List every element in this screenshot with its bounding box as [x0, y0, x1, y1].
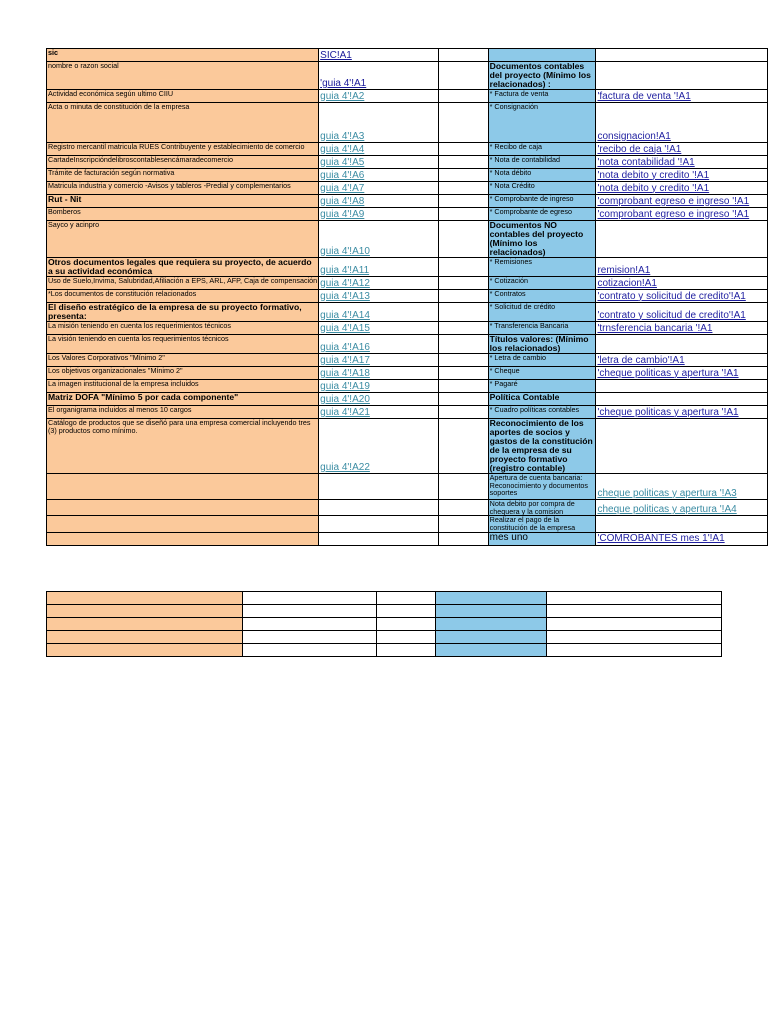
requirement-label: Matriz DOFA "Mínimo 5 por cada componente": [47, 393, 319, 406]
table-row: [47, 169, 768, 182]
empty-cell: [439, 335, 488, 354]
table-row: [47, 303, 768, 322]
table-row: [47, 277, 768, 290]
empty-cell: [439, 322, 488, 335]
document-section-header: Reconocimiento de los aportes de socios y gastos de la constitución de la empresa de su proyecto formativo (registro contable): [488, 419, 596, 474]
empty-cell: [439, 195, 488, 208]
empty-cell: [547, 605, 722, 618]
document-label: Realizar el pago de la constitución de la empresa: [488, 516, 596, 532]
document-label: * Contratos: [488, 290, 596, 303]
empty-cell: [439, 354, 488, 367]
requirement-label: La visión teniendo en cuenta los requerimientos técnicos: [47, 335, 319, 354]
requirement-label: Actividad económica según ultimo CIIU: [47, 90, 319, 103]
requirement-label: *Los documentos de constitución relacionados: [47, 290, 319, 303]
requirement-label: El diseño estratégico de la empresa de su proyecto formativo, presenta:: [47, 303, 319, 322]
document-link[interactable]: 'trnsferencia bancaria '!A1: [596, 322, 768, 335]
table-row: [47, 631, 722, 644]
document-link[interactable]: 'cheque politicas y apertura '!A1: [596, 406, 768, 419]
empty-cell: [319, 500, 439, 516]
empty-cell: [439, 49, 488, 62]
sheet-link[interactable]: SIC!A1: [319, 49, 439, 62]
empty-cell: [547, 631, 722, 644]
empty-cell: [596, 335, 768, 354]
empty-cell: [547, 644, 722, 657]
requirement-label: Registro mercantil matricula RUES Contribuyente y establecimiento de comercio: [47, 143, 319, 156]
empty-cell: [547, 618, 722, 631]
empty-cell: [47, 605, 243, 618]
empty-cell: [596, 380, 768, 393]
table-row: [47, 195, 768, 208]
requirement-label: La imagen institucional de la empresa incluidos: [47, 380, 319, 393]
empty-cell: [243, 618, 377, 631]
table-row: [47, 474, 768, 500]
sheet-link[interactable]: guia 4'!A17: [319, 354, 439, 367]
document-section-header: Documentos NO contables del proyecto (Mínimo los relacionados): [488, 221, 596, 258]
document-label: mes uno: [488, 532, 596, 545]
document-link[interactable]: 'nota contabilidad '!A1: [596, 156, 768, 169]
empty-cell: [436, 644, 547, 657]
requirement-label: El organigrama incluidos al menos 10 cargos: [47, 406, 319, 419]
document-link[interactable]: 'cheque politicas y apertura '!A1: [596, 367, 768, 380]
document-link[interactable]: 'nota debito y credito '!A1: [596, 182, 768, 195]
sheet-link[interactable]: guia 4'!A4: [319, 143, 439, 156]
empty-cell: [243, 605, 377, 618]
table-row: [47, 406, 768, 419]
document-label: * Comprobante de egreso: [488, 208, 596, 221]
empty-cell: [439, 169, 488, 182]
document-label: * Factura de venta: [488, 90, 596, 103]
empty-cell: [439, 393, 488, 406]
empty-cell: [596, 221, 768, 258]
table-row: [47, 62, 768, 90]
empty-cell: [439, 90, 488, 103]
document-link[interactable]: 'contrato y solicitud de credito'!A1: [596, 303, 768, 322]
table-row: [47, 605, 722, 618]
empty-cell: [47, 631, 243, 644]
empty-cell: [439, 380, 488, 393]
requirement-label: sic: [47, 49, 319, 62]
empty-cell: [377, 605, 436, 618]
empty-cell: [439, 277, 488, 290]
empty-cell: [47, 532, 319, 545]
requirement-label: Bomberos: [47, 208, 319, 221]
main-sheet-table: [46, 48, 768, 546]
empty-cell: [439, 303, 488, 322]
empty-cell: [439, 221, 488, 258]
document-link[interactable]: cheque politicas y apertura '!A4: [596, 500, 768, 516]
sheet-link[interactable]: guia 4'!A22: [319, 419, 439, 474]
empty-cell: [596, 419, 768, 474]
sheet-link[interactable]: guia 4'!A18: [319, 367, 439, 380]
requirement-label: Uso de Suelo,Invima, Salubridad,Afiliación a EPS, ARL, AFP, Caja de compensación: [47, 277, 319, 290]
sheet-link[interactable]: guia 4'!A19: [319, 380, 439, 393]
table-row: [47, 221, 768, 258]
sheet-link[interactable]: guia 4'!A13: [319, 290, 439, 303]
empty-cell: [439, 290, 488, 303]
document-link[interactable]: consignacion!A1: [596, 103, 768, 143]
document-label: * Transferencia Bancaria: [488, 322, 596, 335]
empty-cell: [439, 143, 488, 156]
document-label: Apertura de cuenta bancaria: Reconocimiento y documentos soportes: [488, 474, 596, 500]
document-label: * Pagaré: [488, 380, 596, 393]
table-row: [47, 354, 768, 367]
empty-cell: [319, 516, 439, 532]
empty-cell: [439, 367, 488, 380]
document-label: * Nota de contabilidad: [488, 156, 596, 169]
requirement-label: Matricula industria y comercio -Avisos y tableros -Predial y complementarios: [47, 182, 319, 195]
empty-cell: [47, 474, 319, 500]
table-row: [47, 156, 768, 169]
table-row: [47, 258, 768, 277]
document-link[interactable]: 'COMROBANTES mes 1'!A1: [596, 532, 768, 545]
document-label: [488, 49, 596, 62]
document-link[interactable]: 'contrato y solicitud de credito'!A1: [596, 290, 768, 303]
requirement-label: La misión teniendo en cuenta los requerimientos técnicos: [47, 322, 319, 335]
document-label: * Comprobante de ingreso: [488, 195, 596, 208]
sheet-link[interactable]: guia 4'!A12: [319, 277, 439, 290]
document-label: * Cheque: [488, 367, 596, 380]
empty-cell: [319, 532, 439, 545]
empty-cell: [439, 532, 488, 545]
empty-cell: [439, 182, 488, 195]
sheet-link[interactable]: guia 4'!A10: [319, 221, 439, 258]
empty-cell: [377, 618, 436, 631]
requirement-label: Sayco y acinpro: [47, 221, 319, 258]
table-row: [47, 49, 768, 62]
empty-cell: [243, 644, 377, 657]
empty-cell: [436, 592, 547, 605]
requirement-label: Catálogo de productos que se diseñó para una empresa comercial incluyendo tres (3) productos como mínimo.: [47, 419, 319, 474]
sheet-link[interactable]: guia 4'!A16: [319, 335, 439, 354]
table-row: [47, 290, 768, 303]
document-link[interactable]: 'letra de cambio'!A1: [596, 354, 768, 367]
empty-cell: [47, 618, 243, 631]
empty-cell: [243, 592, 377, 605]
requirement-label: nombre o razon social: [47, 62, 319, 90]
empty-cell: [436, 618, 547, 631]
sheet-link[interactable]: guia 4'!A7: [319, 182, 439, 195]
empty-cell: [47, 516, 319, 532]
empty-cell: [47, 644, 243, 657]
table-row: [47, 393, 768, 406]
table-row: [47, 516, 768, 532]
requirement-label: Los Valores Corporativos "Mínimo 2": [47, 354, 319, 367]
document-link[interactable]: 'comprobant egreso e ingreso '!A1: [596, 208, 768, 221]
document-label: * Nota débito: [488, 169, 596, 182]
table-row: [47, 419, 768, 474]
sheet-link[interactable]: guia 4'!A20: [319, 393, 439, 406]
empty-cell: [439, 500, 488, 516]
empty-cell: [439, 406, 488, 419]
empty-cell: [439, 474, 488, 500]
requirement-label: CartadeInscripcióndelibroscontablesencámaradecomercio: [47, 156, 319, 169]
empty-cell: [547, 592, 722, 605]
sheet-link[interactable]: guia 4'!A9: [319, 208, 439, 221]
empty-cell: [439, 208, 488, 221]
document-label: * Recibo de caja: [488, 143, 596, 156]
sheet-link[interactable]: guia 4'!A6: [319, 169, 439, 182]
sheet-link[interactable]: guia 4'!A5: [319, 156, 439, 169]
sheet-link[interactable]: 'guia 4'!A1: [319, 62, 439, 90]
sheet-link[interactable]: guia 4'!A3: [319, 103, 439, 143]
empty-cell: [596, 393, 768, 406]
empty-cell: [439, 156, 488, 169]
document-link[interactable]: 'comprobant egreso e ingreso '!A1: [596, 195, 768, 208]
document-section-header: Documentos contables del proyecto (Mínimo los relacionados) :: [488, 62, 596, 90]
document-section-header: Títulos valores: (Mínimo los relacionados): [488, 335, 596, 354]
empty-cell: [596, 516, 768, 532]
empty-cell: [439, 419, 488, 474]
table-row: [47, 644, 722, 657]
document-label: * Solicitud de crédito: [488, 303, 596, 322]
empty-cell: [377, 644, 436, 657]
document-label: * Cuadro políticas contables: [488, 406, 596, 419]
table-row: [47, 618, 722, 631]
empty-cell: [243, 631, 377, 644]
sheet-link[interactable]: guia 4'!A8: [319, 195, 439, 208]
document-label: * Consignación: [488, 103, 596, 143]
empty-cell: [596, 49, 768, 62]
empty-cell: [436, 631, 547, 644]
document-label: Nota debito por compra de chequera y la comision: [488, 500, 596, 516]
sheet-link[interactable]: guia 4'!A21: [319, 406, 439, 419]
sheet-link[interactable]: guia 4'!A11: [319, 258, 439, 277]
requirement-label: Otros documentos legales que requiera su proyecto, de acuerdo a su actividad económica: [47, 258, 319, 277]
document-link[interactable]: 'factura de venta '!A1: [596, 90, 768, 103]
table-row: [47, 592, 722, 605]
empty-cell: [319, 474, 439, 500]
document-link[interactable]: 'recibo de caja '!A1: [596, 143, 768, 156]
table-row: [47, 103, 768, 143]
document-label: * Remisiones: [488, 258, 596, 277]
table-row: [47, 208, 768, 221]
requirement-label: Acta o minuta de constitución de la empresa: [47, 103, 319, 143]
secondary-empty-table: [46, 591, 722, 657]
table-row: [47, 322, 768, 335]
document-label: * Nota Crédito: [488, 182, 596, 195]
document-link[interactable]: cotizacion!A1: [596, 277, 768, 290]
document-label: * Letra de cambio: [488, 354, 596, 367]
document-section-header: Política Contable: [488, 393, 596, 406]
requirement-label: Trámite de facturación según normativa: [47, 169, 319, 182]
requirement-label: Los objetivos organizacionales "Mínimo 2": [47, 367, 319, 380]
table-row: [47, 335, 768, 354]
table-row: [47, 380, 768, 393]
empty-cell: [47, 592, 243, 605]
empty-cell: [439, 103, 488, 143]
requirement-label: Rut - Nit: [47, 195, 319, 208]
empty-cell: [377, 631, 436, 644]
empty-cell: [47, 500, 319, 516]
table-row: [47, 500, 768, 516]
sheet-link[interactable]: guia 4'!A15: [319, 322, 439, 335]
table-row: [47, 143, 768, 156]
sheet-link[interactable]: guia 4'!A14: [319, 303, 439, 322]
document-link[interactable]: remision!A1: [596, 258, 768, 277]
table-row: [47, 367, 768, 380]
sheet-link[interactable]: guia 4'!A2: [319, 90, 439, 103]
empty-cell: [436, 605, 547, 618]
empty-cell: [439, 516, 488, 532]
empty-cell: [439, 62, 488, 90]
document-link[interactable]: 'nota debito y credito '!A1: [596, 169, 768, 182]
empty-cell: [377, 592, 436, 605]
empty-cell: [439, 258, 488, 277]
table-row: [47, 532, 768, 545]
document-link[interactable]: cheque politicas y apertura '!A3: [596, 474, 768, 500]
document-label: * Cotización: [488, 277, 596, 290]
table-row: [47, 90, 768, 103]
empty-cell: [596, 62, 768, 90]
table-row: [47, 182, 768, 195]
